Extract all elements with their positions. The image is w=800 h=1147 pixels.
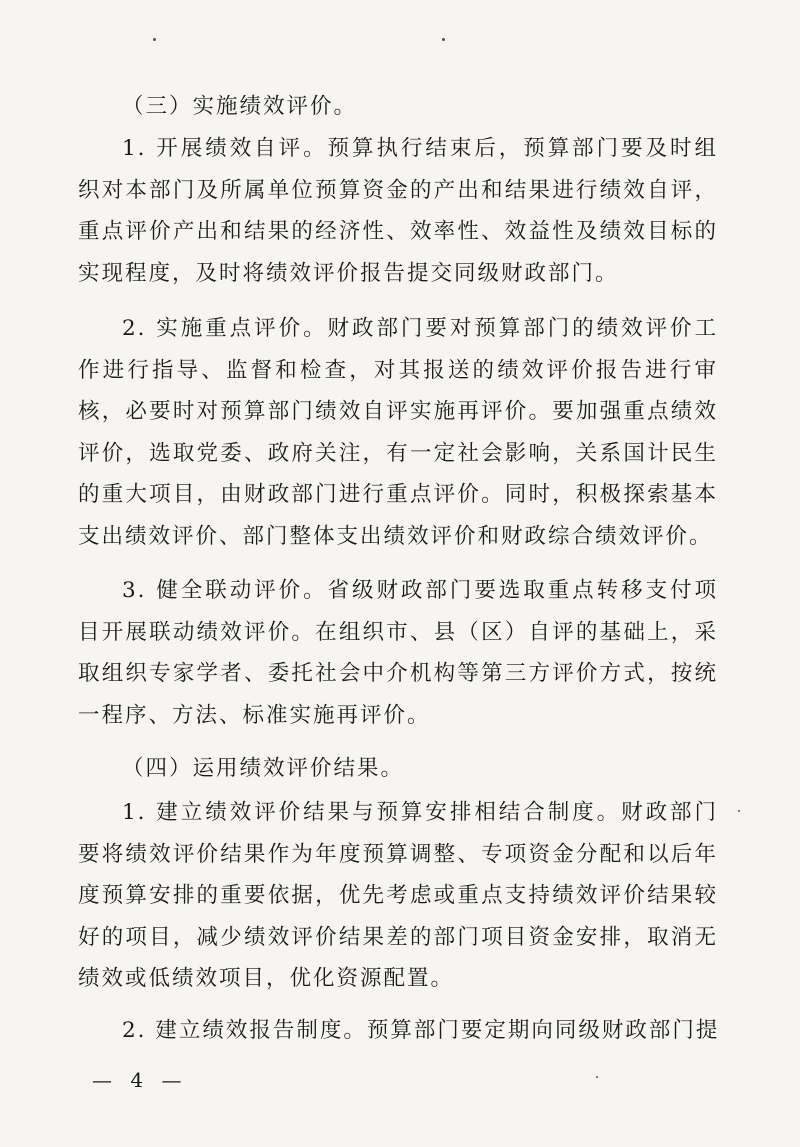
section-heading-3: （三）实施绩效评价。	[122, 94, 358, 119]
paragraph-3-3: 3. 健全联动评价。省级财政部门要选取重点转移支付项目开展联动绩效评价。在组织市、县（区）自评的基础上，采取组织专家学者、委托社会中介机构等第三方评价方式，按统一程序、方法、标准实施再评价。	[78, 578, 718, 728]
section-heading-4: （四）运用绩效评价结果。	[122, 756, 405, 781]
page-number: — 4 —	[92, 1068, 188, 1092]
paragraph-4-2: 2. 建立绩效报告制度。预算部门要定期向同级财政部门提	[122, 1018, 720, 1043]
scan-speck	[596, 1076, 598, 1078]
paragraph-4-1: 1. 建立绩效评价结果与预算安排相结合制度。财政部门要将绩效评价结果作为年度预算调整、专项资金分配和以后年度预算安排的重要依据，优先考虑或重点支持绩效评价结果较好的项目，减少绩效评价结果差的部门项目资金安排，取消无绩效或低绩效项目，优化资源配置。	[78, 800, 718, 991]
scan-speck	[442, 38, 445, 41]
scan-speck	[153, 38, 156, 41]
paragraph-3-1: 1. 开展绩效自评。预算执行结束后，预算部门要及时组织对本部门及所属单位预算资金的产出和结果进行绩效自评，重点评价产出和结果的经济性、效率性、效益性及绩效目标的实现程度，及时将绩效评价报告提交同级财政部门。	[78, 136, 718, 286]
scan-speck	[738, 810, 740, 812]
paragraph-3-2: 2. 实施重点评价。财政部门要对预算部门的绩效评价工作进行指导、监督和检查，对其报送的绩效评价报告进行审核，必要时对预算部门绩效自评实施再评价。要加强重点绩效评价，选取党委、政府关注，有一定社会影响，关系国计民生的重大项目，由财政部门进行重点评价。同时，积极探索基本支出绩效评价、部门整体支出绩效评价和财政综合绩效评价。	[78, 316, 718, 549]
